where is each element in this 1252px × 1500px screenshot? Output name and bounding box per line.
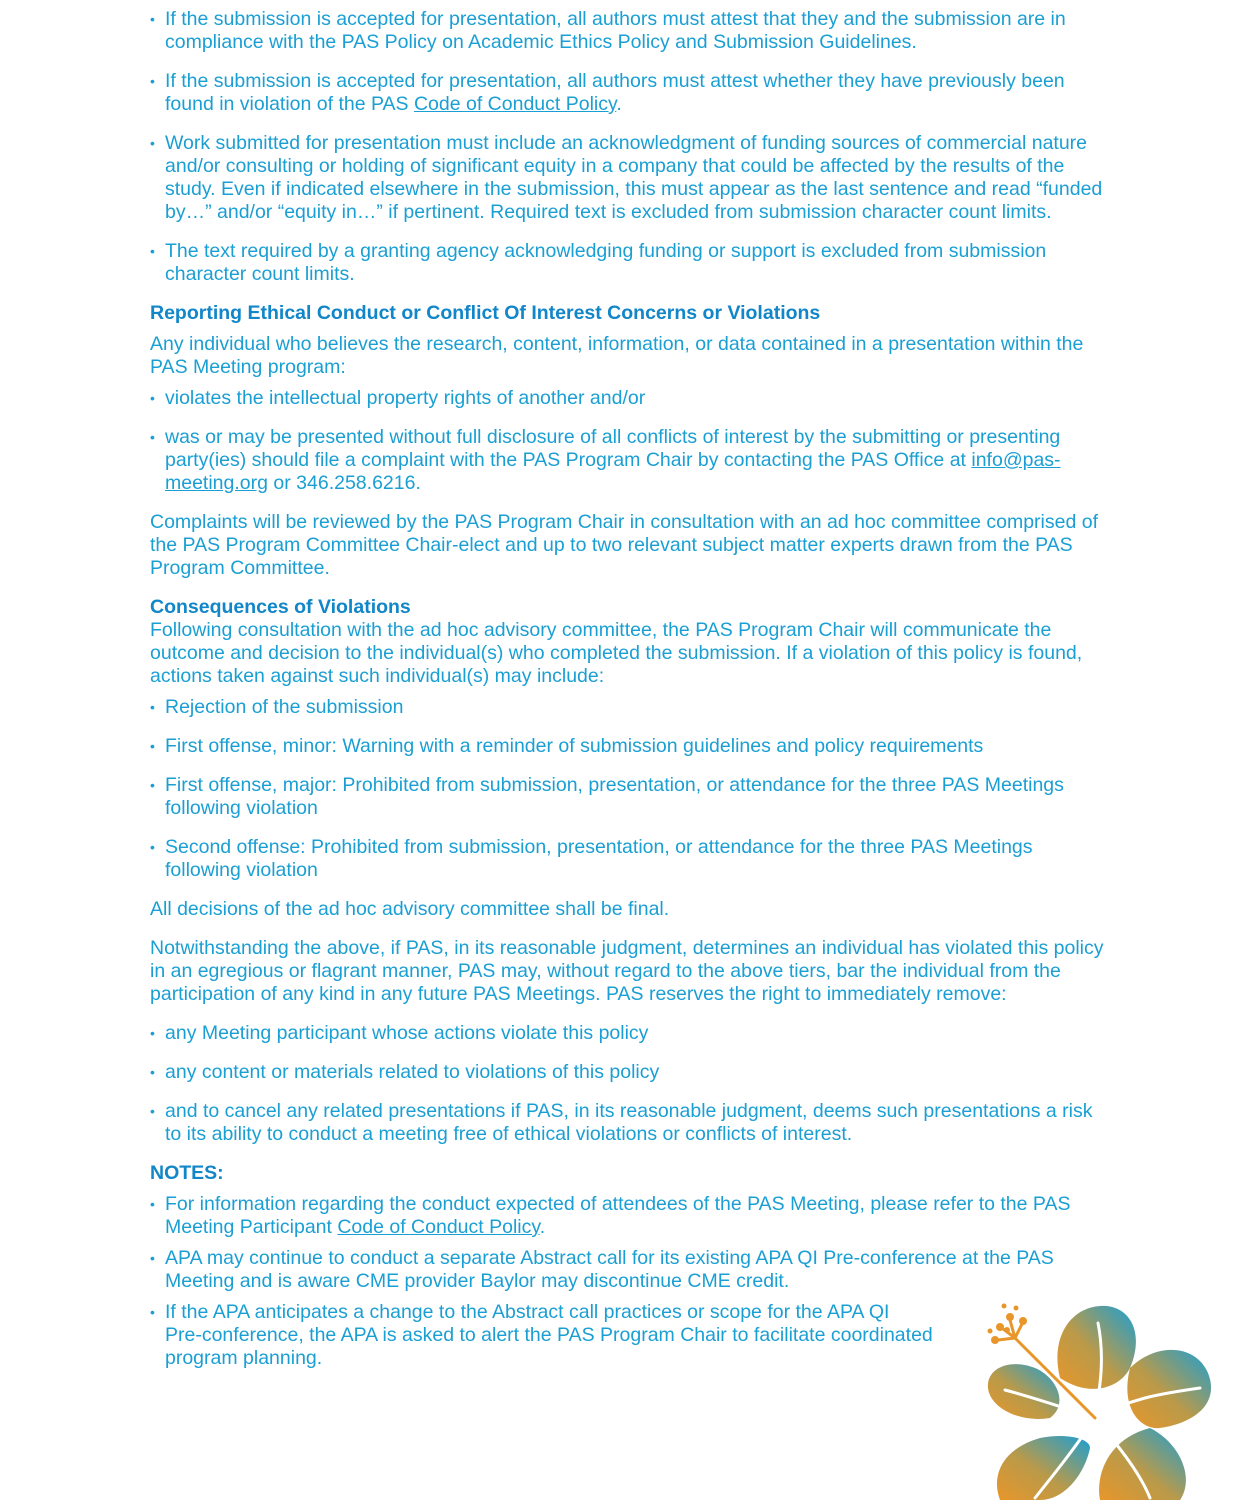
- list-item-text: Pre-conference, the APA is asked to alert the PAS Program Chair to facilitate coordinated: [165, 1324, 933, 1346]
- list-item: [150, 1193, 1110, 1239]
- list-item-text: and to cancel any related presentations if PAS, in its reasonable judgment, deems such presentations a risk to its ability to conduct a meeting free of ethical violations or conflicts of interest.: [165, 1100, 1093, 1145]
- list-item-text: Second offense: Prohibited from submission, presentation, or attendance for the three PAS Meetings following violation: [165, 836, 1033, 881]
- list-item-text: .: [539, 1216, 546, 1238]
- list-item-text: or 346.258.6216.: [267, 472, 421, 494]
- reporting-intro: Any individual who believes the research, content, information, or data contained in a presentation within the PAS Meeting program:: [150, 333, 1084, 378]
- list-item-text: For information regarding the conduct expected of attendees of the PAS Meeting, please refer to the PAS Meeting Participant: [165, 1193, 1071, 1238]
- list-item: [150, 70, 1110, 116]
- list-item: [150, 1022, 1110, 1045]
- list-item: [150, 387, 1110, 410]
- list-item: [150, 735, 1110, 758]
- list-item: [150, 8, 1110, 54]
- list-item-text: If the submission is accepted for presentation, all authors must attest whether they have previously been found in violation of the PAS: [165, 70, 1065, 115]
- consequences-list: [150, 696, 1110, 882]
- attestation-list: [150, 8, 1110, 286]
- policy-page: [150, 8, 1110, 1370]
- hibiscus-flower-icon: [980, 1298, 1220, 1500]
- notes-list: [150, 1193, 1110, 1370]
- notwithstanding-paragraph: Notwithstanding the above, if PAS, in its reasonable judgment, determines an individual has violated this policy in an egregious or flagrant manner, PAS may, without regard to the above tiers, bar the individual from the participation of any kind in any future PAS Meetings. PAS reserves the right to immediately remove:: [150, 937, 1104, 1005]
- list-item-text: The text required by a granting agency acknowledging funding or support is excluded from submission character count limits.: [165, 240, 1047, 285]
- list-item-text: Work submitted for presentation must include an acknowledgment of funding sources of commercial nature and/or consulting or holding of significant equity in a company that could be affected by the results of the study. Even if indicated elsewhere in the submission, this must appear as the last sentence and read “funded by…” and/or “equity in…” if pertinent. Required text is excluded from submission character count limits.: [165, 132, 1103, 223]
- list-item-text: .: [616, 93, 622, 115]
- list-item-text: Rejection of the submission: [165, 696, 404, 718]
- list-item-text: APA may continue to conduct a separate Abstract call for its existing APA QI Pre-conference at the PAS Meeting and is aware CME provider Baylor may discontinue CME credit.: [165, 1247, 1054, 1292]
- list-item: [150, 426, 1110, 495]
- list-item-text: any Meeting participant whose actions violate this policy: [165, 1022, 649, 1044]
- list-item: [150, 774, 1110, 820]
- list-item-text: violates the intellectual property rights of another and/or: [165, 387, 646, 409]
- list-item-text: any content or materials related to violations of this policy: [165, 1061, 660, 1083]
- code-of-conduct-link[interactable]: Code of Conduct Policy: [413, 93, 617, 115]
- removal-list: [150, 1022, 1110, 1146]
- notes-heading: NOTES:: [150, 1162, 224, 1184]
- list-item-text: If the APA anticipates a change to the Abstract call practices or scope for the APA QI: [165, 1301, 890, 1323]
- list-item: [150, 696, 1110, 719]
- list-item: [150, 1100, 1110, 1146]
- reporting-list: [150, 387, 1110, 495]
- email-link[interactable]: info@pas-meeting.org: [165, 449, 1061, 494]
- list-item-text: was or may be presented without full disclosure of all conflicts of interest by the submitting or presenting party(ies) should file a complaint with the PAS Program Chair by contacting the PAS Office at: [165, 426, 1061, 471]
- list-item: [150, 1301, 1110, 1370]
- consequences-heading: Consequences of Violations: [150, 596, 411, 618]
- participant-code-of-conduct-link[interactable]: Code of Conduct Policy: [337, 1216, 540, 1238]
- list-item: [150, 1061, 1110, 1084]
- list-item-text: First offense, major: Prohibited from submission, presentation, or attendance for the three PAS Meetings following violation: [165, 774, 1064, 819]
- list-item: [150, 836, 1110, 882]
- consequences-intro: Following consultation with the ad hoc advisory committee, the PAS Program Chair will communicate the outcome and decision to the individual(s) who completed the submission. If a violation of this policy is found, actions taken against such individual(s) may include:: [150, 619, 1083, 687]
- list-item: [150, 1247, 1110, 1293]
- final-decision-paragraph: All decisions of the ad hoc advisory committee shall be final.: [150, 898, 670, 920]
- review-paragraph: Complaints will be reviewed by the PAS Program Chair in consultation with an ad hoc committee comprised of the PAS Program Committee Chair-elect and up to two relevant subject matter experts drawn from the PAS Program Committee.: [150, 511, 1098, 579]
- list-item: [150, 132, 1110, 224]
- list-item-text: If the submission is accepted for presentation, all authors must attest that they and the submission are in compliance with the PAS Policy on Academic Ethics Policy and Submission Guidelines.: [165, 8, 1066, 53]
- list-item-text: First offense, minor: Warning with a reminder of submission guidelines and policy requirements: [165, 735, 984, 757]
- list-item-text: program planning.: [165, 1347, 323, 1369]
- list-item: [150, 240, 1110, 286]
- reporting-heading: Reporting Ethical Conduct or Conflict Of Interest Concerns or Violations: [150, 302, 821, 324]
